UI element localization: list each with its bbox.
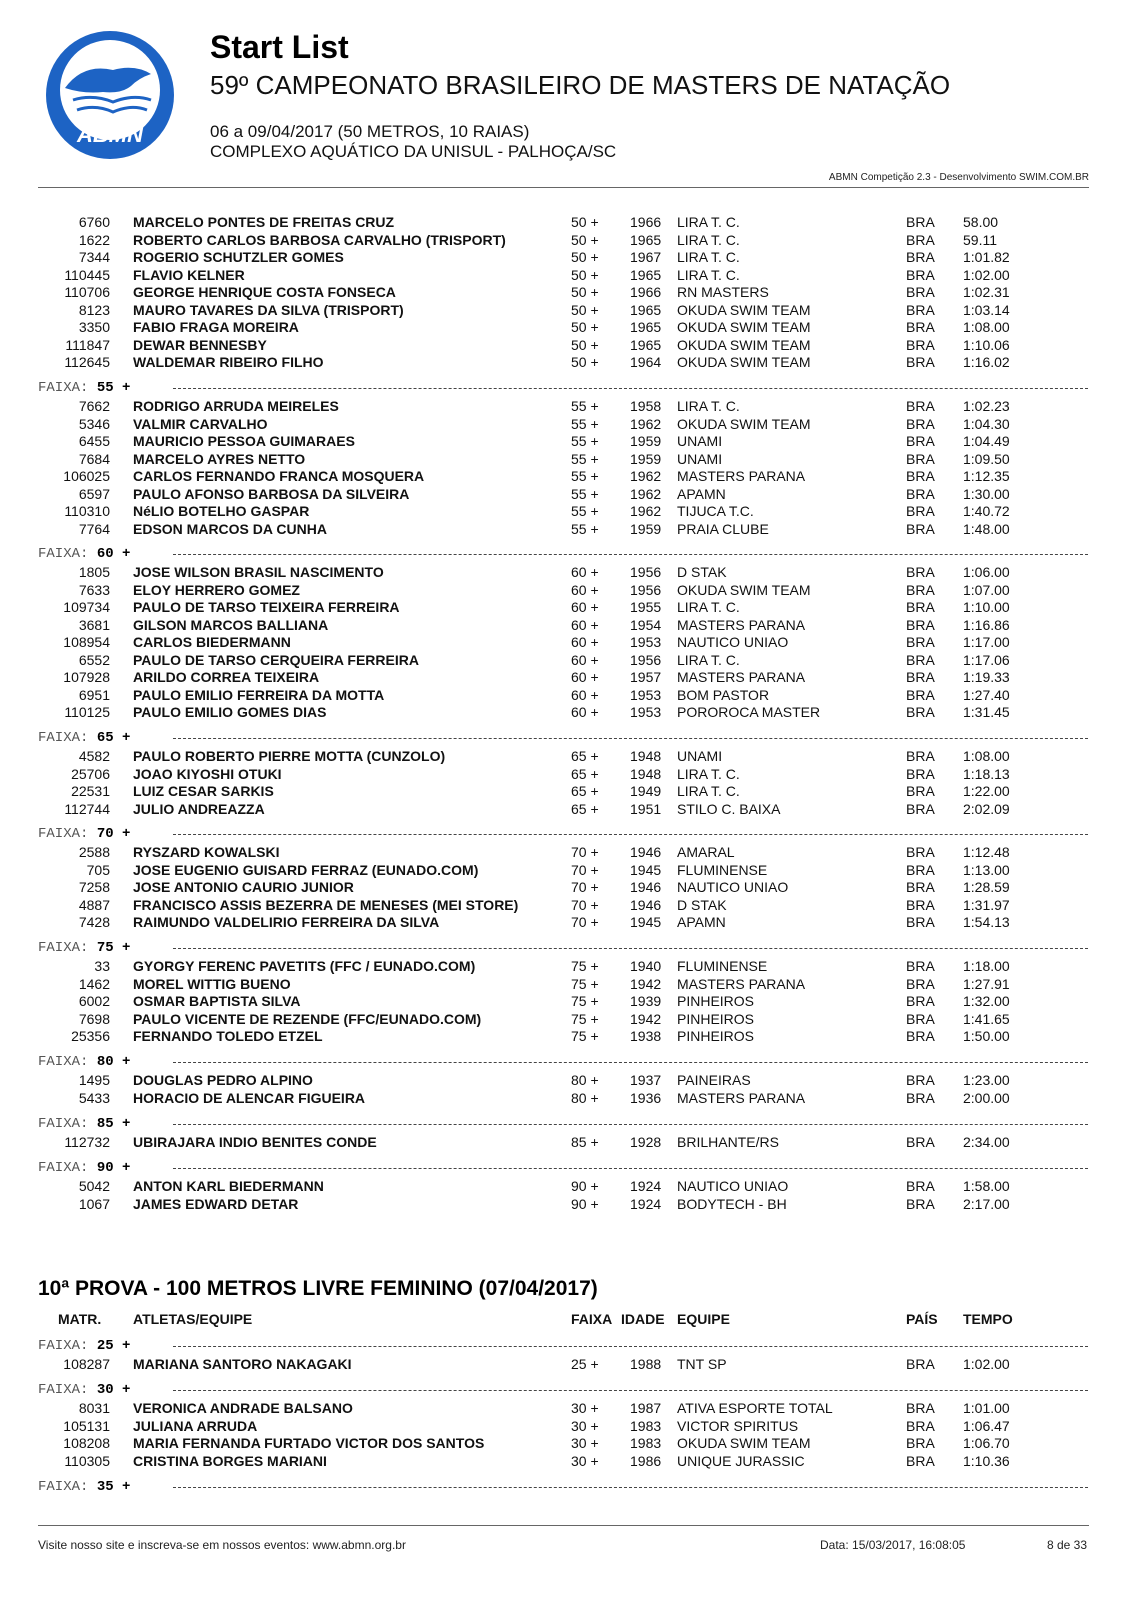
table-row: 7684 MARCELO AYRES NETTO 55 + 1959 UNAMI BRA 1:09.50 bbox=[78, 450, 1010, 467]
faixa-header: FAIXA: 35 + bbox=[38, 1479, 1088, 1495]
table-row: 4887 FRANCISCO ASSIS BEZERRA DE MENESES (MEI STORE) 70 + 1946 D STAK BRA 1:31.97 bbox=[78, 896, 1010, 913]
table-row: 106025 CARLOS FERNANDO FRANCA MOSQUERA 55 + 1962 MASTERS PARANA BRA 1:12.35 bbox=[63, 468, 1010, 484]
table-row: 112645 WALDEMAR RIBEIRO FILHO 50 + 1964 OKUDA SWIM TEAM BRA 1:16.02 bbox=[64, 354, 1010, 370]
footer-site-text: Visite nosso site e inscreva-se em nossos eventos: www.abmn.org.br bbox=[38, 1538, 406, 1552]
faixa-header: FAIXA: 30 + bbox=[38, 1382, 1088, 1398]
logo-text: ABMN bbox=[77, 122, 143, 147]
table-row: 105131 JULIANA ARRUDA 30 + 1983 VICTOR SPIRITUS BRA 1:06.47 bbox=[63, 1417, 1010, 1434]
table-row: 8031 VERONICA ANDRADE BALSANO 30 + 1987 ATIVA ESPORTE TOTAL BRA 1:01.00 bbox=[78, 1400, 1010, 1416]
table-row: 112732 UBIRAJARA INDIO BENITES CONDE 85 + 1928 BRILHANTE/RS BRA 2:34.00 bbox=[64, 1134, 1010, 1150]
table-row: 107928 ARILDO CORREA TEIXEIRA 60 + 1957 MASTERS PARANA BRA 1:19.33 bbox=[63, 669, 1010, 685]
column-header-matr: MATR. bbox=[58, 1311, 102, 1327]
table-row: 1495 DOUGLAS PEDRO ALPINO 80 + 1937 PAINEIRAS BRA 1:23.00 bbox=[78, 1072, 1010, 1088]
table-row: 110125 PAULO EMILIO GOMES DIAS 60 + 1953 POROROCA MASTER BRA 1:31.45 bbox=[64, 704, 1010, 720]
table-row: 7258 JOSE ANTONIO CAURIO JUNIOR 70 + 1946 NAUTICO UNIAO BRA 1:28.59 bbox=[78, 879, 1010, 895]
faixa-header: FAIXA: 25 + bbox=[38, 1338, 1088, 1354]
table-row: 6597 PAULO AFONSO BARBOSA DA SILVEIRA 55 + 1962 APAMN BRA 1:30.00 bbox=[78, 485, 1010, 502]
faixa-header: FAIXA: 55 + bbox=[38, 380, 1088, 396]
table-row: 6760 MARCELO PONTES DE FREITAS CRUZ 50 + 1966 LIRA T. C. BRA 58.00 bbox=[78, 214, 999, 230]
championship-title: 59º CAMPEONATO BRASILEIRO DE MASTERS DE NATAÇÃO bbox=[210, 70, 951, 100]
column-header-idade: IDADE bbox=[621, 1311, 665, 1327]
table-row: 7662 RODRIGO ARRUDA MEIRELES 55 + 1958 LIRA T. C. BRA 1:02.23 bbox=[78, 398, 1010, 414]
table-row: 109734 PAULO DE TARSO TEIXEIRA FERREIRA 60 + 1955 LIRA T. C. BRA 1:10.00 bbox=[63, 599, 1010, 615]
page-title: Start List bbox=[210, 29, 349, 65]
column-header-team: EQUIPE bbox=[677, 1311, 730, 1327]
software-credit: ABMN Competição 2.3 - Desenvolvimento SWIM.COM.BR bbox=[828, 172, 1089, 183]
faixa-header: FAIXA: 75 + bbox=[38, 940, 1088, 956]
table-row: 108287 MARIANA SANTORO NAKAGAKI 25 + 1988 TNT SP BRA 1:02.00 bbox=[63, 1356, 1010, 1372]
table-row: 1805 JOSE WILSON BRASIL NASCIMENTO 60 + 1956 D STAK BRA 1:06.00 bbox=[78, 564, 1010, 580]
table-row: 4582 PAULO ROBERTO PIERRE MOTTA (CUNZOLO) 65 + 1948 UNAMI BRA 1:08.00 bbox=[78, 748, 1010, 764]
table-row: 33 GYORGY FERENC PAVETITS (FFC / EUNADO.COM) 75 + 1940 FLUMINENSE BRA 1:18.00 bbox=[94, 958, 1010, 974]
table-row: 5433 HORACIO DE ALENCAR FIGUEIRA 80 + 1936 MASTERS PARANA BRA 2:00.00 bbox=[78, 1089, 1010, 1106]
faixa-header: FAIXA: 65 + bbox=[38, 730, 1088, 746]
table-row: 1622 ROBERTO CARLOS BARBOSA CARVALHO (TRISPORT) 50 + 1965 LIRA T. C. BRA 59.11 bbox=[78, 231, 997, 248]
footer-date: Data: 15/03/2017, 16:08:05 bbox=[820, 1538, 966, 1552]
event-venue: COMPLEXO AQUÁTICO DA UNISUL - PALHOÇA/SC bbox=[210, 142, 617, 161]
table-row: 112744 JULIO ANDREAZZA 65 + 1951 STILO C. BAIXA BRA 2:02.09 bbox=[64, 800, 1010, 817]
table-row: 3350 FABIO FRAGA MOREIRA 50 + 1965 OKUDA SWIM TEAM BRA 1:08.00 bbox=[78, 319, 1010, 335]
table-row: 108954 CARLOS BIEDERMANN 60 + 1953 NAUTICO UNIAO BRA 1:17.00 bbox=[63, 634, 1010, 650]
table-row: 705 JOSE EUGENIO GUISARD FERRAZ (EUNADO.COM) 70 + 1945 FLUMINENSE BRA 1:13.00 bbox=[86, 861, 1010, 878]
faixa-header: FAIXA: 70 + bbox=[38, 826, 1088, 842]
column-header-athlete: ATLETAS/EQUIPE bbox=[133, 1311, 253, 1327]
column-header-faixa: FAIXA bbox=[571, 1311, 613, 1327]
faixa-header: FAIXA: 90 + bbox=[38, 1160, 1088, 1176]
table-row: 25356 FERNANDO TOLEDO ETZEL 75 + 1938 PINHEIROS BRA 1:50.00 bbox=[71, 1028, 1010, 1044]
table-row: 2588 RYSZARD KOWALSKI 70 + 1946 AMARAL BRA 1:12.48 bbox=[78, 844, 1010, 860]
faixa-header: FAIXA: 80 + bbox=[38, 1054, 1088, 1070]
table-row: 111847 DEWAR BENNESBY 50 + 1965 OKUDA SWIM TEAM BRA 1:10.06 bbox=[65, 336, 1010, 353]
abmn-logo bbox=[43, 28, 177, 162]
table-row: 1462 MOREL WITTIG BUENO 75 + 1942 MASTERS PARANA BRA 1:27.91 bbox=[78, 975, 1010, 992]
table-row: 3681 GILSON MARCOS BALLIANA 60 + 1954 MASTERS PARANA BRA 1:16.86 bbox=[78, 616, 1010, 633]
table-row: 25706 JOAO KIYOSHI OTUKI 65 + 1948 LIRA T. C. BRA 1:18.13 bbox=[71, 765, 1010, 782]
table-row: 110445 FLAVIO KELNER 50 + 1965 LIRA T. C. BRA 1:02.00 bbox=[64, 266, 1010, 283]
footer-divider bbox=[38, 1525, 1089, 1526]
table-row: 6002 OSMAR BAPTISTA SILVA 75 + 1939 PINHEIROS BRA 1:32.00 bbox=[78, 993, 1010, 1009]
table-row: 7698 PAULO VICENTE DE REZENDE (FFC/EUNADO.COM) 75 + 1942 PINHEIROS BRA 1:41.65 bbox=[78, 1010, 1010, 1027]
table-row: 110706 GEORGE HENRIQUE COSTA FONSECA 50 + 1966 RN MASTERS BRA 1:02.31 bbox=[64, 284, 1010, 300]
table-row: 5042 ANTON KARL BIEDERMANN 90 + 1924 NAUTICO UNIAO BRA 1:58.00 bbox=[78, 1178, 1010, 1194]
faixa-header: FAIXA: 60 + bbox=[38, 546, 1088, 562]
table-row: 108208 MARIA FERNANDA FURTADO VICTOR DOS SANTOS 30 + 1983 OKUDA SWIM TEAM BRA 1:06.70 bbox=[63, 1435, 1010, 1451]
column-header-country: PAÍS bbox=[906, 1311, 938, 1327]
table-row: 5346 VALMIR CARVALHO 55 + 1962 OKUDA SWIM TEAM BRA 1:04.30 bbox=[78, 415, 1010, 432]
table-header bbox=[0, 1311, 1131, 1329]
header-divider bbox=[38, 187, 1089, 188]
event-dates: 06 a 09/04/2017 (50 METROS, 10 RAIAS) bbox=[210, 122, 530, 141]
page-number: 8 de 33 bbox=[1046, 1538, 1087, 1552]
table-row: 22531 LUIZ CESAR SARKIS 65 + 1949 LIRA T. C. BRA 1:22.00 bbox=[71, 783, 1010, 799]
event-title: 10ª PROVA - 100 METROS LIVRE FEMININO (07/04/2017) bbox=[38, 1277, 598, 1300]
table-row: 7633 ELOY HERRERO GOMEZ 60 + 1956 OKUDA SWIM TEAM BRA 1:07.00 bbox=[78, 581, 1010, 598]
table-row: 110310 NéLIO BOTELHO GASPAR 55 + 1962 TIJUCA T.C. BRA 1:40.72 bbox=[64, 503, 1010, 519]
table-row: 6552 PAULO DE TARSO CERQUEIRA FERREIRA 60 + 1956 LIRA T. C. BRA 1:17.06 bbox=[78, 651, 1010, 668]
table-row: 8123 MAURO TAVARES DA SILVA (TRISPORT) 50 + 1965 OKUDA SWIM TEAM BRA 1:03.14 bbox=[78, 301, 1010, 318]
faixa-header: FAIXA: 85 + bbox=[38, 1116, 1088, 1132]
table-row: 7428 RAIMUNDO VALDELIRIO FERREIRA DA SILVA 70 + 1945 APAMN BRA 1:54.13 bbox=[78, 914, 1010, 930]
table-row: 1067 JAMES EDWARD DETAR 90 + 1924 BODYTECH - BH BRA 2:17.00 bbox=[78, 1195, 1010, 1212]
table-row: 110305 CRISTINA BORGES MARIANI 30 + 1986 UNIQUE JURASSIC BRA 1:10.36 bbox=[64, 1452, 1010, 1469]
column-header-time: TEMPO bbox=[963, 1311, 1013, 1327]
table-row: 7344 ROGERIO SCHUTZLER GOMES 50 + 1967 LIRA T. C. BRA 1:01.82 bbox=[78, 249, 1010, 265]
table-row: 7764 EDSON MARCOS DA CUNHA 55 + 1959 PRAIA CLUBE BRA 1:48.00 bbox=[78, 520, 1010, 537]
table-row: 6455 MAURICIO PESSOA GUIMARAES 55 + 1959 UNAMI BRA 1:04.49 bbox=[78, 433, 1010, 449]
table-row: 6951 PAULO EMILIO FERREIRA DA MOTTA 60 + 1953 BOM PASTOR BRA 1:27.40 bbox=[78, 686, 1010, 703]
